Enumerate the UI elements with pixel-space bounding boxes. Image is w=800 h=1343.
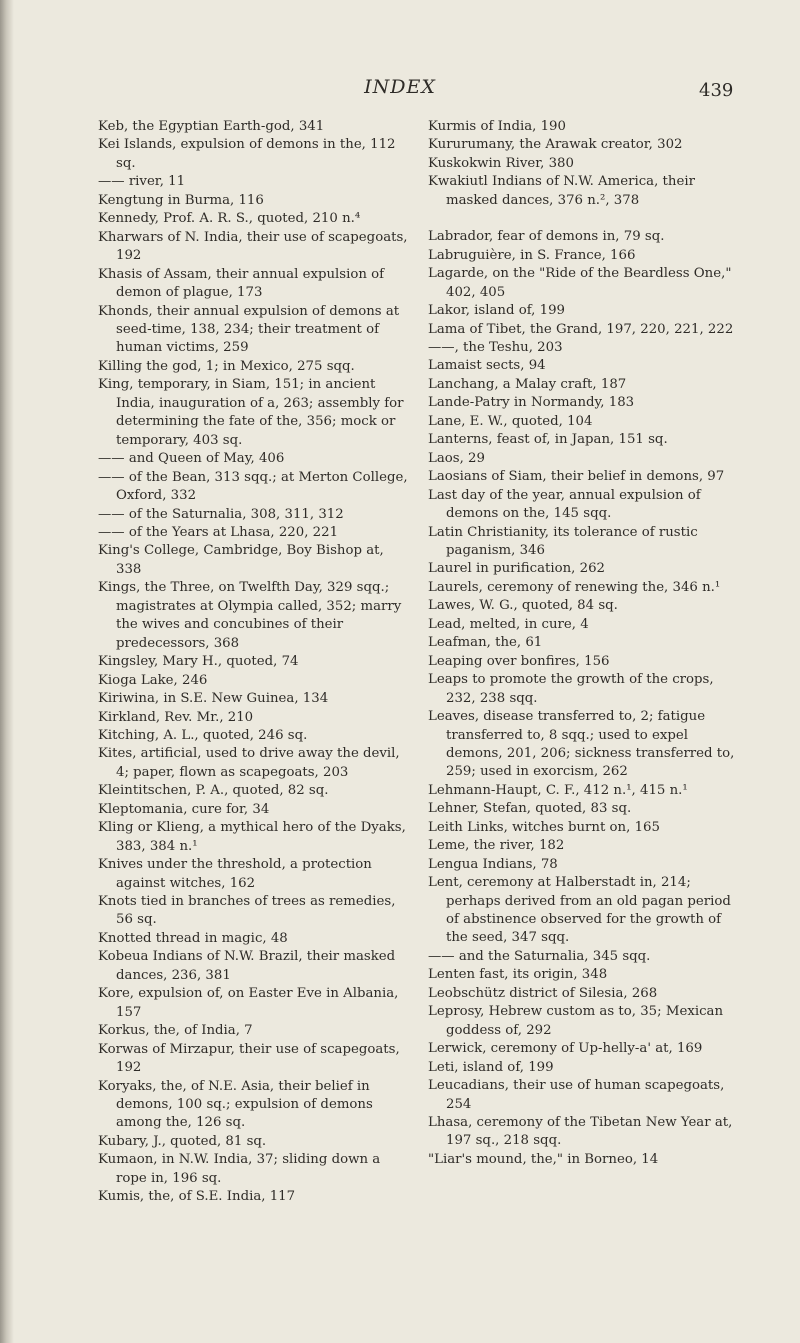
index-entry: Leobschütz district of Silesia, 268 <box>428 985 658 1001</box>
index-entry: Lamaist sects, 94 <box>428 358 546 374</box>
index-entry: —— and Queen of May, 406 <box>98 451 285 467</box>
index-entry: Kengtung in Burma, 116 <box>98 192 264 208</box>
index-entry: Lanchang, a Malay craft, 187 <box>428 376 627 392</box>
index-entry: Kingsley, Mary H., quoted, 74 <box>98 654 299 670</box>
index-entry: Leucadians, their use of human scapegoats, 254 <box>428 1078 725 1112</box>
index-entry: "Liar's mound, the," in Borneo, 14 <box>428 1151 659 1167</box>
index-entry: —— of the Years at Lhasa, 220, 221 <box>98 524 339 540</box>
index-entry: Laurel in purification, 262 <box>428 561 605 577</box>
index-entry: Kitching, A. L., quoted, 246 sq. <box>98 727 308 743</box>
index-entry: Latin Christianity, its tolerance of rustic paganism, 346 <box>428 524 698 558</box>
index-entry: Lenten fast, its origin, 348 <box>428 967 608 983</box>
index-entry: Kubary, J., quoted, 81 sq. <box>98 1133 267 1149</box>
index-entry: Laosians of Siam, their belief in demons, 97 <box>428 469 725 485</box>
index-entry: Kei Islands, expulsion of demons in the, 112 sq. <box>98 137 396 171</box>
index-entry: Knives under the threshold, a protection against witches, 162 <box>98 857 372 891</box>
index-entry: Labruguière, in S. France, 166 <box>428 247 636 263</box>
index-entry: Khasis of Assam, their annual expulsion of demon of plague, 173 <box>98 266 385 301</box>
index-entry: Kioga Lake, 246 <box>98 672 208 688</box>
index-entry: Lehmann-Haupt, C. F., 412 n.¹, 415 n.¹ <box>428 782 688 798</box>
index-entry: Kumis, the, of S.E. India, 117 <box>98 1189 296 1205</box>
index-entry: Leaps to promote the growth of the crops, 232, 238 sqq. <box>428 672 714 706</box>
index-entry: Kharwars of N. India, their use of scapegoats, 192 <box>98 229 408 264</box>
index-entry: Lead, melted, in cure, 4 <box>428 616 589 632</box>
index-entry: Laos, 29 <box>428 450 485 466</box>
index-entry: Kuskokwin River, 380 <box>428 155 574 171</box>
index-entry: Lent, ceremony at Halberstadt in, 214; perhaps derived from an old pagan period of abstinence observed for the growth of the seed, 347 sqq. <box>428 875 731 946</box>
index-entry: Lagarde, on the "Ride of the Beardless One," 402, 405 <box>428 266 732 300</box>
index-entry: Khonds, their annual expulsion of demons at seed-time, 138, 234; their treatment of human victims, 259 <box>98 303 400 356</box>
index-entry: Kleptomania, cure for, 34 <box>98 801 270 817</box>
index-entry: Leprosy, Hebrew custom as to, 35; Mexican goddess of, 292 <box>428 1004 724 1038</box>
index-entry: ——, the Teshu, 203 <box>428 339 563 355</box>
index-entry: Kore, expulsion of, on Easter Eve in Albania, 157 <box>98 986 399 1020</box>
index-entry: Kururumany, the Arawak creator, 302 <box>428 137 683 153</box>
index-entry: Kleintitschen, P. A., quoted, 82 sq. <box>98 783 329 799</box>
index-entry: King's College, Cambridge, Boy Bishop at, 338 <box>98 543 384 577</box>
index-entry: Killing the god, 1; in Mexico, 275 sqq. <box>98 358 355 374</box>
index-entry: Korwas of Mirzapur, their use of scapegoats, 192 <box>98 1041 400 1076</box>
index-entry: Kobeua Indians of N.W. Brazil, their masked dances, 236, 381 <box>98 949 396 983</box>
index-entry: Knots tied in branches of trees as remedies, 56 sq. <box>98 894 396 928</box>
index-column-right <box>428 118 738 1169</box>
index-entry: Leaves, disease transferred to, 2; fatigue transferred to, 8 sqq.; used to expel demons, 201, 206; sickness transferred to, 259; used in exorcism, 262 <box>428 709 735 780</box>
index-entry: Leith Links, witches burnt on, 165 <box>428 819 660 835</box>
book-spine-shadow <box>0 0 14 1343</box>
index-entry: Lane, E. W., quoted, 104 <box>428 413 593 429</box>
index-entry: —— and the Saturnalia, 345 sqq. <box>428 948 651 964</box>
index-entry: —— of the Saturnalia, 308, 311, 312 <box>98 506 344 522</box>
index-entry: Kites, artificial, used to drive away the devil, 4; paper, flown as scapegoats, 203 <box>98 746 400 780</box>
index-entry: Leaping over bonfires, 156 <box>428 653 610 669</box>
index-entry: Kiriwina, in S.E. New Guinea, 134 <box>98 691 329 707</box>
index-entry: Lerwick, ceremony of Up-helly-a' at, 169 <box>428 1041 703 1057</box>
index-entry: Kumaon, in N.W. India, 37; sliding down a rope in, 196 sq. <box>98 1152 381 1186</box>
running-header: INDEX <box>364 76 436 98</box>
index-entry: Lakor, island of, 199 <box>428 303 566 319</box>
index-entry: Laurels, ceremony of renewing the, 346 n.¹ <box>428 579 721 595</box>
index-entry: Lande-Patry in Normandy, 183 <box>428 395 635 411</box>
index-entry: —— river, 11 <box>98 174 186 190</box>
index-column-left <box>98 118 408 1207</box>
index-entry: Keb, the Egyptian Earth-god, 341 <box>98 119 325 134</box>
index-entry: Kurmis of India, 190 <box>428 119 566 134</box>
index-entry: Kwakiutl Indians of N.W. America, their masked dances, 376 n.², 378 <box>428 174 695 208</box>
index-entry: King, temporary, in Siam, 151; in ancient India, inauguration of a, 263; assembly for determining the fate of the, 356; mock or temporary, 403 sq. <box>98 377 404 448</box>
index-entry: Kling or Klieng, a mythical hero of the Dyaks, 383, 384 n.¹ <box>98 820 406 854</box>
index-entry: Knotted thread in magic, 48 <box>98 930 288 946</box>
index-entry: Lama of Tibet, the Grand, 197, 220, 221, 222 <box>428 321 734 337</box>
index-entry: Labrador, fear of demons in, 79 sq. <box>428 229 665 245</box>
index-entry: Kings, the Three, on Twelfth Day, 329 sqq.; magistrates at Olympia called, 352; marry the wives and concubines of their predecessors, 368 <box>98 580 402 651</box>
index-entry: Kennedy, Prof. A. R. S., quoted, 210 n.⁴ <box>98 211 361 227</box>
index-entry: Lhasa, ceremony of the Tibetan New Year at, 197 sq., 218 sqq. <box>428 1115 733 1149</box>
page-number: 439 <box>699 80 734 101</box>
index-entry: Leti, island of, 199 <box>428 1059 554 1075</box>
index-entry: Koryaks, the, of N.E. Asia, their belief in demons, 100 sq.; expulsion of demons among the, 126 sq. <box>98 1078 373 1131</box>
index-entry: —— of the Bean, 313 sqq.; at Merton College, Oxford, 332 <box>98 469 408 504</box>
index-entry: Lanterns, feast of, in Japan, 151 sq. <box>428 432 668 448</box>
index-entry: Leafman, the, 61 <box>428 635 543 651</box>
index-entry: Leme, the river, 182 <box>428 838 565 854</box>
index-entry: Lehner, Stefan, quoted, 83 sq. <box>428 801 632 817</box>
index-entry: Lawes, W. G., quoted, 84 sq. <box>428 598 618 614</box>
index-entry: Lengua Indians, 78 <box>428 856 558 872</box>
index-entry: Korkus, the, of India, 7 <box>98 1023 253 1039</box>
index-entry: Kirkland, Rev. Mr., 210 <box>98 709 254 725</box>
index-entry: Last day of the year, annual expulsion of demons on the, 145 sqq. <box>428 487 701 522</box>
